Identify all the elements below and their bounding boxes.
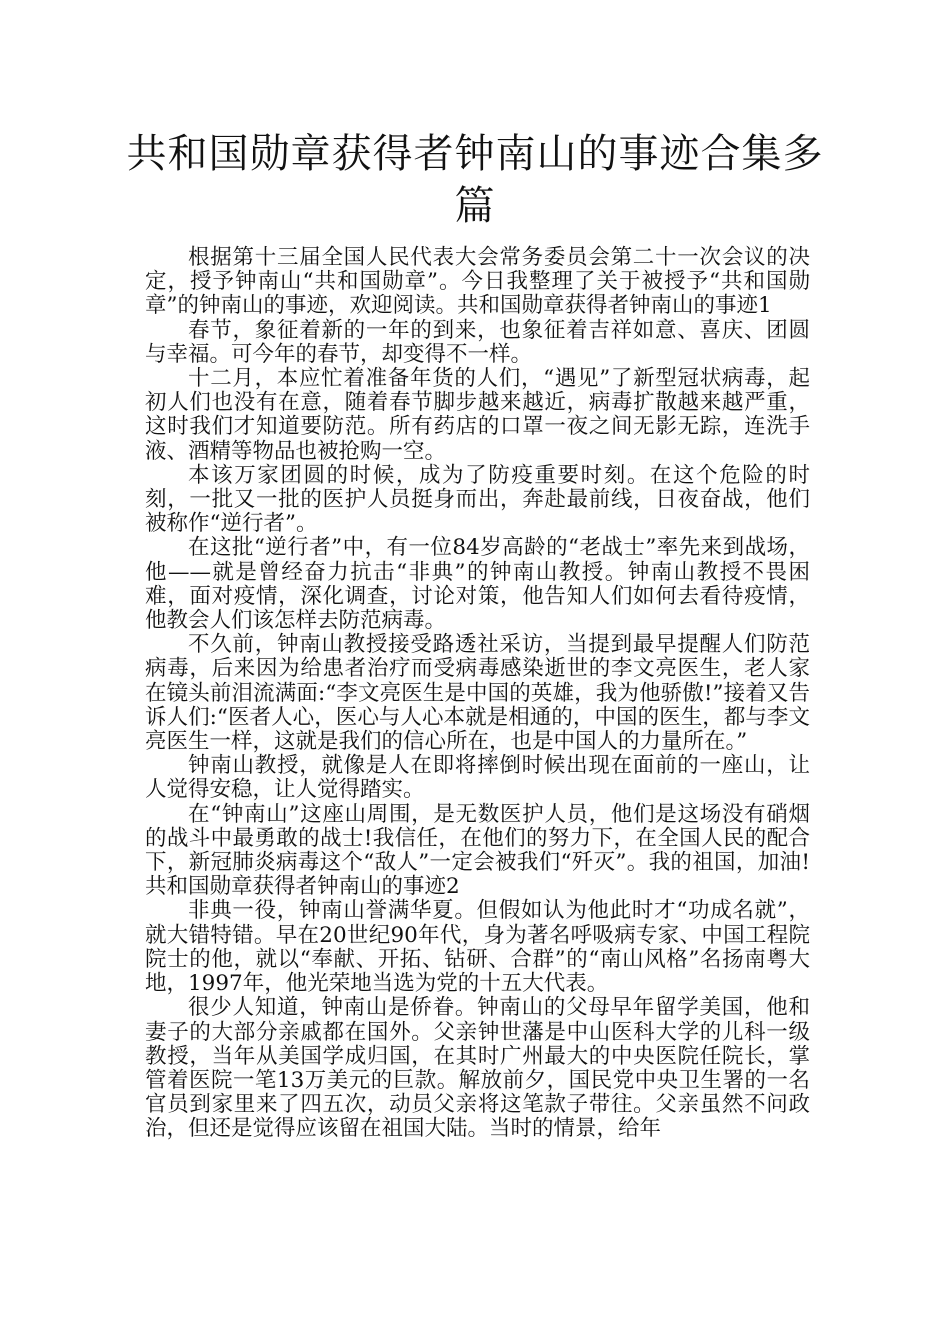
paragraph: 不久前，钟南山教授接受路透社采访，当提到最早提醒人们防范病毒，后来因为给患者治疗而受病毒感染逝世的李文亮医生，老人家在镜头前泪流满面:“李文亮医生是中国的英雄，我为他骄傲!”接着又告诉人们:“医者人心，医心与人心本就是相通的，中国的医生，都与李文亮医生一样，这就是我们的信心所在，也是中国人的力量所在。” [145, 632, 810, 755]
paragraph: 在这批“逆行者”中，有一位84岁高龄的“老战士”率先来到战场，他——就是曾经奋力抗击“非典”的钟南山教授。钟南山教授不畏困难，面对疫情，深化调查，讨论对策，他告知人们如何去看待疫情，他教会人们该怎样去防范病毒。 [145, 535, 810, 634]
paragraph: 很少人知道，钟南山是侨眷。钟南山的父母早年留学美国，他和妻子的大部分亲戚都在国外。父亲钟世藩是中山医科大学的儿科一级教授，当年从美国学成归国，在其时广州最大的中央医院任院长，掌管着医院一笔13万美元的巨款。解放前夕，国民党中央卫生署的一名官员到家里来了四五次，动员父亲将这笔款子带往。父亲虽然不问政治，但还是觉得应该留在祖国大陆。当时的情景，给年 [145, 995, 810, 1142]
paragraph: 钟南山教授，就像是人在即将摔倒时候出现在面前的一座山，让人觉得安稳，让人觉得踏实。 [145, 753, 810, 803]
paragraph: 根据第十三届全国人民代表大会常务委员会第二十一次会议的决定，授予钟南山“共和国勋章”。今日我整理了关于被授予“共和国勋章”的钟南山的事迹，欢迎阅读。共和国勋章获得者钟南山的事迹1 [145, 245, 810, 319]
paragraph: 在“钟南山”这座山周围，是无数医护人员，他们是这场没有硝烟的战斗中最勇敢的战士!我信任，在他们的努力下，在全国人民的配合下，新冠肺炎病毒这个“敌人”一定会被我们“歼灭”。我的祖国，加油!共和国勋章获得者钟南山的事迹2 [145, 801, 810, 900]
paragraph: 十二月，本应忙着准备年货的人们，“遇见”了新型冠状病毒，起初人们也没有在意，随着春节脚步越来越近，病毒扩散越来越严重，这时我们才知道要防范。所有药店的口罩一夜之间无影无踪，连洗手液、酒精等物品也被抢购一空。 [145, 366, 810, 464]
document-body [145, 246, 810, 1142]
paragraph: 春节，象征着新的一年的到来，也象征着吉祥如意、喜庆、团圆与幸福。可今年的春节，却变得不一样。 [145, 317, 810, 367]
paragraph: 非典一役，钟南山誉满华夏。但假如认为他此时才“功成名就”，就大错特错。早在20世纪90年代，身为著名呼吸病专家、中国工程院院士的他，就以“奉献、开拓、钻研、合群”的“南山风格”名扬南粤大地，1997年，他光荣地当选为党的十五大代表。 [145, 898, 810, 997]
paragraph: 本该万家团圆的时候，成为了防疫重要时刻。在这个危险的时刻，一批又一批的医护人员挺身而出，奔赴最前线，日夜奋战，他们被称作“逆行者”。 [145, 462, 810, 537]
document-title: 共和国勋章获得者钟南山的事迹合集多篇 [126, 131, 824, 229]
